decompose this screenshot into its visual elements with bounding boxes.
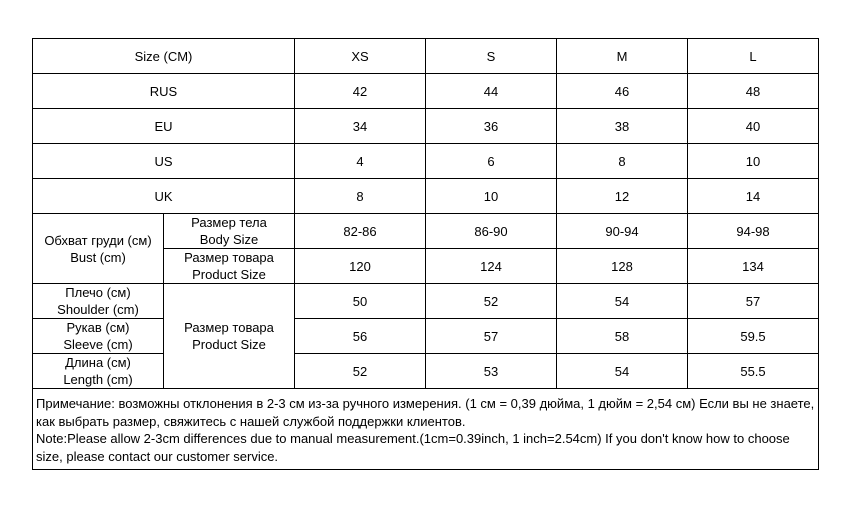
table-cell: 124 bbox=[426, 249, 557, 284]
table-row-us bbox=[33, 144, 819, 179]
row-label-eu: EU bbox=[33, 109, 295, 144]
table-cell: 52 bbox=[295, 354, 426, 389]
body-size-label-en: Body Size bbox=[199, 232, 259, 247]
bust-product-size-label-en: Product Size bbox=[192, 267, 266, 282]
table-cell: 46 bbox=[557, 74, 688, 109]
table-cell: 58 bbox=[557, 319, 688, 354]
table-cell: 10 bbox=[426, 179, 557, 214]
table-cell: 10 bbox=[688, 144, 819, 179]
shoulder-label-ru: Плечо (см) bbox=[65, 285, 131, 300]
bust-label-en: Bust (cm) bbox=[70, 249, 126, 265]
table-cell: 54 bbox=[557, 354, 688, 389]
table-row-bust-body bbox=[33, 214, 819, 249]
size-chart-table bbox=[32, 38, 819, 470]
header-row bbox=[33, 39, 819, 74]
table-row-rus bbox=[33, 74, 819, 109]
bust-product-size-label-ru: Размер товара bbox=[184, 250, 274, 265]
product-size-group-label bbox=[164, 284, 295, 389]
table-cell: 34 bbox=[295, 109, 426, 144]
header-size-s: S bbox=[426, 39, 557, 74]
table-row-shoulder bbox=[33, 284, 819, 319]
bust-label-ru: Обхват груди (см) bbox=[44, 232, 152, 248]
note-text-ru: Примечание: возможны отклонения в 2-3 см из-за ручного измерения. (1 см = 0,39 дюйма, 1 дюйм = 2,54 см) Если вы не знаете, как выбрать размер, свяжитесь с нашей службой поддержки клиентов. bbox=[36, 396, 815, 429]
note-text-en: Note:Please allow 2-3cm differences due to manual measurement.(1cm=0.39inch, 1 inch=2.54cm) If you don't know how to choose size, please contact our customer service. bbox=[36, 431, 790, 464]
table-cell: 42 bbox=[295, 74, 426, 109]
table-cell: 6 bbox=[426, 144, 557, 179]
table-cell: 38 bbox=[557, 109, 688, 144]
table-cell: 134 bbox=[688, 249, 819, 284]
product-size-group-label-en: Product Size bbox=[192, 337, 266, 352]
table-cell: 12 bbox=[557, 179, 688, 214]
shoulder-label-en: Shoulder (cm) bbox=[57, 302, 139, 317]
table-cell: 40 bbox=[688, 109, 819, 144]
note-cell bbox=[33, 389, 819, 470]
table-cell: 86-90 bbox=[426, 214, 557, 249]
length-label-ru: Длина (см) bbox=[65, 355, 131, 370]
length-label bbox=[33, 354, 164, 389]
table-cell: 4 bbox=[295, 144, 426, 179]
sleeve-label-ru: Рукав (см) bbox=[66, 320, 130, 335]
table-row-eu bbox=[33, 109, 819, 144]
table-cell: 57 bbox=[688, 284, 819, 319]
table-cell: 8 bbox=[557, 144, 688, 179]
body-size-label-ru: Размер тела bbox=[191, 215, 267, 230]
table-cell: 55.5 bbox=[688, 354, 819, 389]
table-cell: 8 bbox=[295, 179, 426, 214]
table-cell: 120 bbox=[295, 249, 426, 284]
note-row bbox=[33, 389, 819, 470]
table-row-sleeve bbox=[33, 319, 819, 354]
table-cell: 56 bbox=[295, 319, 426, 354]
bust-product-size-label bbox=[164, 249, 295, 284]
table-cell: 128 bbox=[557, 249, 688, 284]
table-cell: 90-94 bbox=[557, 214, 688, 249]
table-row-uk bbox=[33, 179, 819, 214]
body-size-label bbox=[164, 214, 295, 249]
row-label-rus: RUS bbox=[33, 74, 295, 109]
sleeve-label bbox=[33, 319, 164, 354]
header-size-l: L bbox=[688, 39, 819, 74]
table-cell: 48 bbox=[688, 74, 819, 109]
table-cell: 57 bbox=[426, 319, 557, 354]
product-size-group-label-ru: Размер товара bbox=[184, 320, 274, 335]
sleeve-label-en: Sleeve (cm) bbox=[63, 337, 133, 352]
table-cell: 59.5 bbox=[688, 319, 819, 354]
table-cell: 14 bbox=[688, 179, 819, 214]
header-size-xs: XS bbox=[295, 39, 426, 74]
table-cell: 54 bbox=[557, 284, 688, 319]
header-label: Size (CM) bbox=[33, 39, 295, 74]
table-cell: 94-98 bbox=[688, 214, 819, 249]
table-cell: 52 bbox=[426, 284, 557, 319]
table-cell: 50 bbox=[295, 284, 426, 319]
row-label-us: US bbox=[33, 144, 295, 179]
bust-label bbox=[33, 214, 164, 284]
shoulder-label bbox=[33, 284, 164, 319]
table-cell: 44 bbox=[426, 74, 557, 109]
length-label-en: Length (cm) bbox=[63, 372, 133, 387]
table-row-length bbox=[33, 354, 819, 389]
table-cell: 53 bbox=[426, 354, 557, 389]
table-cell: 82-86 bbox=[295, 214, 426, 249]
header-size-m: M bbox=[557, 39, 688, 74]
row-label-uk: UK bbox=[33, 179, 295, 214]
table-cell: 36 bbox=[426, 109, 557, 144]
